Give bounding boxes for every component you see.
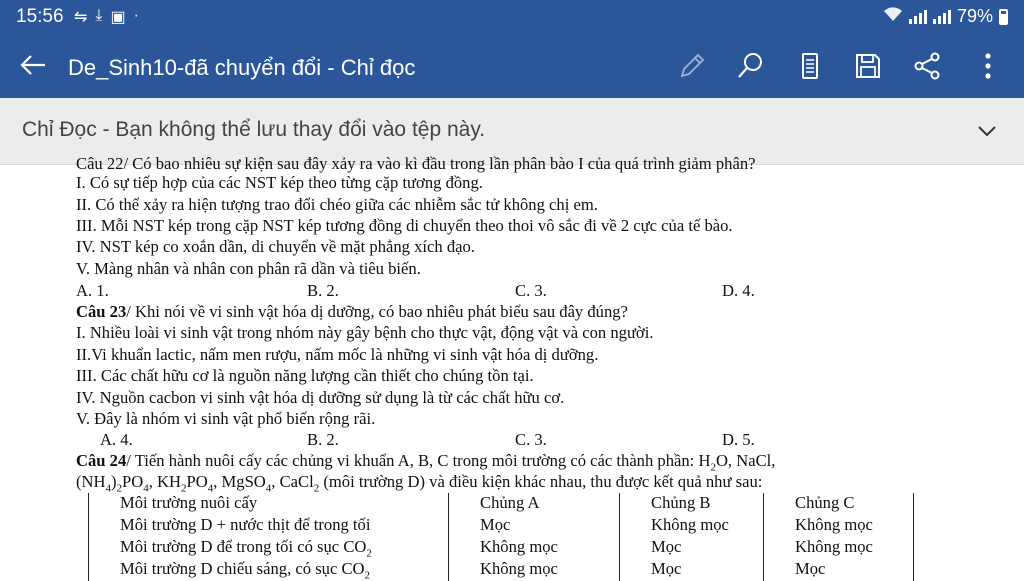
subscript: 2: [710, 461, 716, 474]
table-cell: Mọc: [651, 537, 682, 556]
gallery-icon: ▣: [110, 9, 126, 26]
usb-icon: ⇋: [74, 9, 88, 26]
table-cell-text: Môi trường D chiếu sáng, có sục CO: [120, 559, 365, 578]
document-page[interactable]: [0, 154, 1024, 581]
status-time: 15:56: [16, 6, 64, 27]
table-header-row: [76, 493, 916, 515]
document-title: De_Sinh10-đã chuyển đổi - Chỉ đọc: [68, 55, 416, 80]
q22-item: IV. NST kép co xoắn dần, di chuyển về mặt phẳng xích đạo.: [76, 237, 475, 256]
reading-view-icon[interactable]: [794, 50, 826, 82]
q23-label: Câu 23: [76, 302, 127, 321]
q23-item: I. Nhiều loài vi sinh vật trong nhóm này gây bệnh cho thực vật, động vật và con người.: [76, 323, 654, 342]
q24-stem-text: / Tiến hành nuôi cấy các chủng vi khuẩn A, B, C trong môi trường có các thành phần: H: [126, 451, 711, 470]
table-cell: Mọc: [480, 515, 511, 534]
q22-item: II. Có thể xảy ra hiện tượng trao đổi chéo giữa các nhiễm sắc tử không chị em.: [76, 195, 598, 214]
table-cell: Không mọc: [795, 537, 873, 556]
q22-option-d: D. 4.: [722, 281, 755, 300]
table-row: [76, 559, 916, 581]
back-arrow-icon[interactable]: [18, 50, 48, 80]
search-icon[interactable]: [734, 50, 766, 82]
table-cell-text: Môi trường D để trong tối có sục CO: [120, 537, 367, 556]
q24-label: Câu 24: [76, 451, 127, 470]
formula-part: PO: [186, 472, 208, 491]
q22-item: V. Màng nhân và nhân con phân rã dần và tiêu biến.: [76, 259, 421, 278]
q24-stem: [76, 451, 776, 474]
q23-item: IV. Nguồn cacbon vi sinh vật hóa dị dưỡng sử dụng là từ các chất hữu cơ.: [76, 388, 565, 407]
q24-stem-line-2: [76, 472, 763, 495]
subscript: 2: [116, 482, 123, 495]
formula-part: PO: [122, 472, 144, 491]
q23-item: III. Các chất hữu cơ là nguồn năng lượng cần thiết cho chúng tồn tại.: [76, 366, 534, 385]
table-cell: Không mọc: [795, 515, 873, 534]
table-header: Chủng C: [795, 493, 855, 512]
formula-part: , CaCl: [271, 472, 314, 491]
chevron-down-icon[interactable]: [976, 120, 998, 142]
subscript: 4: [105, 482, 111, 495]
table-row: [76, 515, 916, 537]
pencil-icon[interactable]: [676, 50, 708, 82]
signal-icon: [909, 10, 927, 24]
download-icon: ⤓: [95, 7, 103, 24]
q22-item: III. Mỗi NST kép trong cặp NST kép tương đồng di chuyển theo thoi vô sắc đi về 2 cực của tế bào.: [76, 216, 733, 235]
q23-option-d: D. 5.: [722, 430, 755, 449]
formula-part: (môi trường D) và điều kiện khác nhau, thu được kết quả như sau:: [319, 472, 763, 491]
q23-stem: [76, 302, 628, 322]
app-bar: [0, 0, 1024, 98]
battery-icon: [999, 9, 1008, 25]
subscript: 2: [364, 569, 371, 581]
table-cell: Mọc: [651, 559, 682, 578]
q22-item: I. Có sự tiếp hợp của các NST kép theo từng cặp tương đồng.: [76, 173, 483, 192]
read-only-message: Chỉ Đọc - Bạn không thể lưu thay đổi vào tệp này.: [22, 118, 486, 141]
subscript: 2: [181, 482, 187, 495]
q24-stem-text: O, NaCl,: [715, 451, 776, 470]
table-cell: Mọc: [795, 559, 826, 578]
signal-icon: [933, 10, 951, 24]
q22-option-c: C. 3.: [515, 281, 547, 300]
table-cell: Không mọc: [651, 515, 729, 534]
table-cell: [120, 537, 372, 559]
q23-item: II.Vi khuẩn lactic, nấm men rượu, nấm mốc là những vi sinh vật hóa dị dưỡng.: [76, 345, 599, 364]
table-cell: Không mọc: [480, 537, 558, 556]
formula-part: , MgSO: [213, 472, 266, 491]
q22-option-a: A. 1.: [76, 281, 109, 300]
status-bar: [0, 0, 1024, 36]
table-cell: Môi trường D + nước thịt để trong tối: [120, 515, 371, 534]
q23-stem-text: / Khi nói về vi sinh vật hóa dị dưỡng, có bao nhiêu phát biểu sau đây đúng?: [126, 302, 628, 321]
q23-option-b: B. 2.: [307, 430, 339, 449]
status-right: [883, 6, 1008, 27]
formula-part: ): [111, 472, 117, 491]
toolbar: [0, 36, 1024, 98]
subscript: 4: [207, 482, 214, 495]
table-header: Chủng B: [651, 493, 711, 512]
dot-icon: ·: [133, 7, 139, 24]
cut-off-question-line: Câu 22/ Có bao nhiêu sự kiện sau đây xảy ra vào kì đầu trong lần phân bào I của quá trình giảm phân?: [76, 154, 756, 173]
q22-option-b: B. 2.: [307, 281, 339, 300]
table-cell: Không mọc: [480, 559, 558, 578]
table-row: [76, 537, 916, 559]
subscript: 4: [265, 482, 272, 495]
table-header: Chủng A: [480, 493, 540, 512]
subscript: 2: [313, 482, 320, 495]
formula-part: (NH: [76, 472, 106, 491]
q23-item: V. Đây là nhóm vi sinh vật phổ biến rộng rãi.: [76, 409, 376, 428]
status-notification-icons: [74, 7, 139, 27]
more-vertical-icon[interactable]: [972, 50, 1004, 82]
subscript: 4: [143, 482, 149, 495]
wifi-icon: [883, 6, 903, 27]
table-header: Môi trường nuôi cấy: [120, 493, 258, 512]
table-cell: [120, 559, 370, 581]
q23-option-a: A. 4.: [100, 430, 133, 449]
battery-percent: 79%: [956, 6, 993, 26]
formula-part: , KH: [148, 472, 182, 491]
share-icon[interactable]: [911, 50, 943, 82]
q23-option-c: C. 3.: [515, 430, 547, 449]
save-icon[interactable]: [852, 50, 884, 82]
subscript: 2: [366, 547, 372, 560]
